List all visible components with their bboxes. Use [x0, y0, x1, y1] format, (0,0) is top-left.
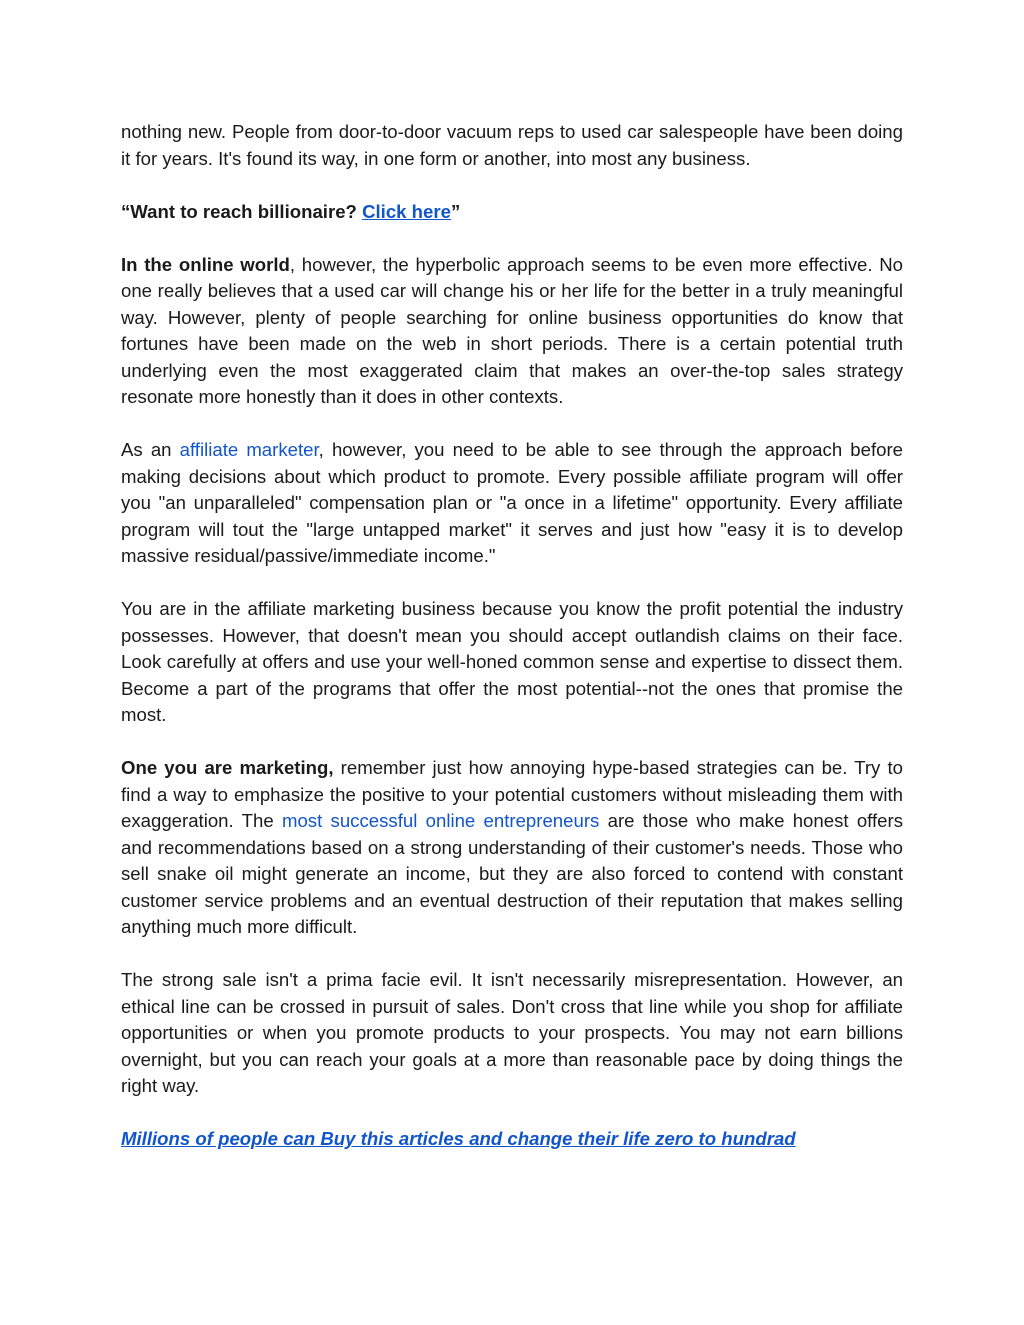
online-world-text: , however, the hyperbolic approach seems to be even more effective. No one really believes that a used car will change his or her life for the better in a truly meaningful way. However, plenty of people searching for online business opportunities do know that fortunes have been made on the web in short periods. There is a certain potential truth underlying even the most exaggerated claim that makes an over-the-top sales strategy resonate more honestly than it does in other contexts.: [121, 253, 903, 407]
paragraph-affiliate-marketer: [121, 437, 903, 570]
marketing-text-before-link: remember just how annoying hype-based strategies can be. Try to find a way to emphasize the positive to your potential customers without misleading them with exaggeration. The: [121, 757, 903, 831]
millions-of-people-link[interactable]: Millions of people can Buy this articles and change their life zero to hundrad: [121, 1128, 796, 1149]
paragraph-affiliate-business: [121, 596, 903, 729]
paragraph-online-world: [121, 252, 903, 411]
strong-sale-text: The strong sale isn't a prima facie evil. It isn't necessarily misrepresentation. However, an ethical line can be crossed in pursuit of sales. Don't cross that line while you shop for affiliate opportunities or when you promote products to your prospects. You may not earn billions overnight, but you can reach your goals at a more than reasonable pace by doing things the right way.: [121, 969, 903, 1096]
affiliate-text: , however, you need to be able to see through the approach before making decisions about which product to promote. Every possible affiliate program will offer you "an unparalleled" compensation plan or "a once in a lifetime" opportunity. Every affiliate program will tout the "large untapped market" it serves and just how "easy it is to develop massive residual/passive/immediate income.": [121, 439, 903, 566]
affiliate-business-text: You are in the affiliate marketing business because you know the profit potential the industry possesses. However, that doesn't mean you should accept outlandish claims on their face. Look carefully at offers and use your well-honed common sense and expertise to dissect them. Become a part of the programs that offer the most potential--not the ones that promise the most.: [121, 598, 903, 725]
callout-suffix: ”: [450, 200, 461, 222]
paragraph-intro: [121, 119, 903, 172]
paragraph-marketing: [121, 755, 903, 941]
marketing-text-after-link: are those who make honest offers and recommendations based on a strong understanding of their customer's needs. Those who sell snake oil might generate an income, but they are also forced to contend with constant customer service problems and an eventual destruction of their reputation that makes selling anything much more difficult.: [121, 810, 903, 937]
online-world-heading: In the online world: [121, 253, 290, 275]
paragraph-intro-text: nothing new. People from door-to-door vacuum reps to used car salespeople have been doing it for years. It's found its way, in one form or another, into most any business.: [121, 121, 903, 169]
click-here-link[interactable]: Click here: [362, 200, 451, 222]
document-page: [121, 119, 903, 1179]
paragraph-closing-link: [121, 1126, 903, 1153]
paragraph-billionaire-callout: [121, 199, 903, 226]
affiliate-marketer-link[interactable]: affiliate marketer: [179, 439, 319, 460]
affiliate-prefix: As an: [121, 439, 180, 460]
successful-entrepreneurs-link[interactable]: most successful online entrepreneurs: [281, 810, 600, 831]
callout-prefix: “Want to reach billionaire?: [121, 200, 363, 222]
marketing-heading: One you are marketing,: [121, 757, 334, 778]
paragraph-strong-sale: [121, 967, 903, 1100]
